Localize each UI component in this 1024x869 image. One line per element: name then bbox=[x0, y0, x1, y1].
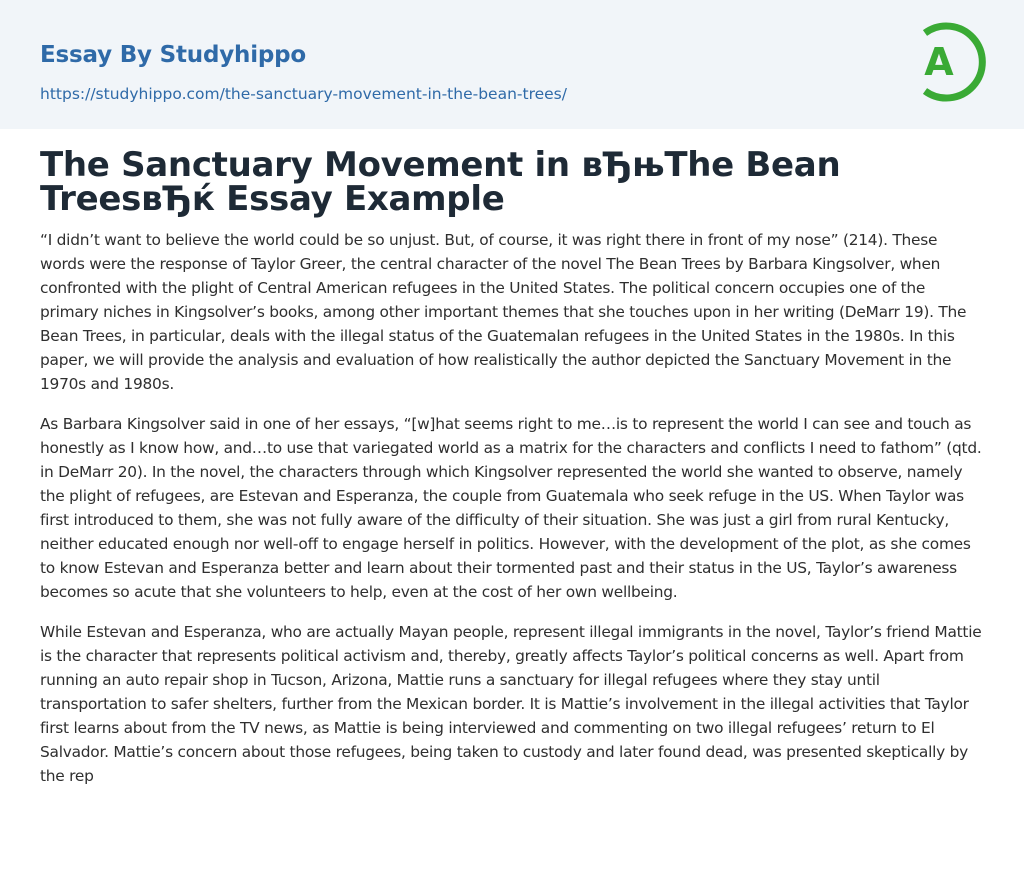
logo-letter: A bbox=[924, 40, 954, 84]
page-url-link[interactable]: https://studyhippo.com/the-sanctuary-movement-in-the-bean-trees/ bbox=[40, 85, 567, 103]
article-title: The Sanctuary Movement in вЂњThe Bean TreesвЂќ Essay Example bbox=[40, 145, 841, 219]
site-header bbox=[0, 0, 1024, 129]
article-paragraph-3: While Estevan and Esperanza, who are actually Mayan people, represent illegal immigrants in the novel, Taylor’s friend Mattie is the character that represents political activism and, thereby, greatly affects Taylor’s political concerns as well. Apart from running an auto repair shop in Tucson, Arizona, Mattie runs a sanctuary for illegal refugees where they stay until transportation to safer shelters, further from the Mexican border. It is Mattie’s involvement in the illegal activities that Taylor first learns about from the TV news, as Mattie is being interviewed and commenting on two illegal refugees’ return to El Salvador. Mattie’s concern about those refugees, being taken to custody and later found dead, was presented skeptically by the rep bbox=[40, 623, 982, 785]
article-paragraph-1: “I didn’t want to believe the world could be so unjust. But, of course, it was right there in front of my nose” (214). These words were the response of Taylor Greer, the central character of the novel The Bean Trees by Barbara Kingsolver, when confronted with the plight of Central American refugees in the United States. The political concern occupies one of the primary niches in Kingsolver’s books, among other important themes that she touches upon in her writing (DeMarr 19). The Bean Trees, in particular, deals with the illegal status of the Guatemalan refugees in the United States in the 1980s. In this paper, we will provide the analysis and evaluation of how realistically the author depicted the Sanctuary Movement in the 1970s and 1980s. bbox=[40, 231, 967, 393]
article bbox=[40, 145, 985, 804]
article-paragraph-2: As Barbara Kingsolver said in one of her essays, “[w]hat seems right to me…is to represent the world I can see and touch as honestly as I know how, and…to use that variegated world as a matrix for the characters and conflicts I need to fathom” (qtd. in DeMarr 20). In the novel, the characters through which Kingsolver represented the world she wanted to observe, namely the plight of refugees, are Estevan and Esperanza, the couple from Guatemala who seek refuge in the US. When Taylor was first introduced to them, she was not fully aware of the difficulty of their situation. She was just a girl from rural Kentucky, neither educated enough nor well-off to engage herself in politics. However, with the development of the plot, as she comes to know Estevan and Esperanza better and learn about their tormented past and their status in the US, Taylor’s awareness becomes so acute that she volunteers to help, even at the cost of her own wellbeing. bbox=[40, 415, 982, 601]
studyhippo-logo-icon[interactable] bbox=[912, 20, 986, 104]
site-title[interactable]: Essay By Studyhippo bbox=[40, 42, 307, 68]
